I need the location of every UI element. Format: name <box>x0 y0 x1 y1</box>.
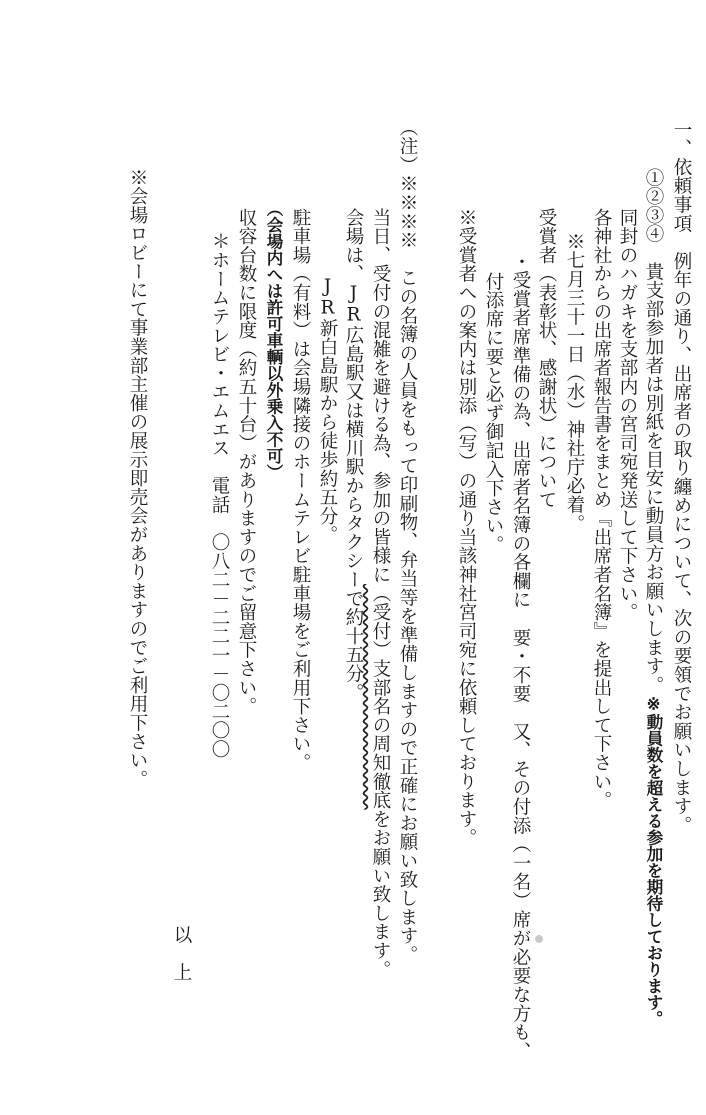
line-item-4-detail-cont: 付添席に要と必ず御記入下さい。 <box>483 272 504 554</box>
line-awardee-note: ※受賞者への案内は別添（写）の通り当該神社宮司宛に依頼しております。 <box>456 208 477 848</box>
line-note-2-c: をお願い致します。 <box>370 809 391 979</box>
line-item-2: 同封のハガキを支部内の宮司宛発送して下さい。 <box>617 208 638 622</box>
line-note-2-a: 当日、受付の混雑を避ける為、参加の皆様に <box>370 208 391 584</box>
line-note-3: 会場は、JR広島駅又は横川駅からタクシーで約十五分。 <box>343 208 364 702</box>
closing-text: 以 上 <box>171 925 192 982</box>
line-item-4: 受賞者（表彰状、感謝状）について <box>536 208 557 509</box>
line-note-3-cont: JR新白島駅から徒歩約五分。 <box>317 276 338 545</box>
line-contact: ＊ホームテレビ・エムエス 電話 〇八二－二二一－〇二〇〇 <box>209 232 230 759</box>
line-note-4: 駐車場（有料）は会場隣接のホームテレビ駐車場をご利用下さい。 <box>290 208 311 772</box>
line-note-4-restriction: （会場内へは許可車輌以外乗入不可） <box>264 200 283 481</box>
line-request-title: 一、依頼事項 例年の通り、出席者の取り纏めについて、次の要領でお願いします。 <box>671 120 692 835</box>
line-item-1-main: ①②③④ 貴支部参加者は別紙を目安に動員方お願いします。 <box>643 168 664 695</box>
line-item-4-detail: ・受賞者席準備の為、出席者名簿の各欄に 要・不要 又、その付添（一名）席が必要な方も、 <box>510 252 531 1061</box>
line-note-2-emphasis: （受付）支部名の周知徹底 <box>370 584 391 810</box>
line-item-1 <box>640 168 667 1027</box>
line-item-3: 各神社からの出席者報告書をまとめ『出席者名簿』を提出して下さい。 <box>591 208 612 810</box>
line-item-3-deadline: ※七月三十一日（水）神社庁必着。 <box>564 232 585 533</box>
line-note-4-capacity: 収容台数に限度（約五十台）がありますのでご留意下さい。 <box>236 208 257 716</box>
line-note-1: （注）※※※※ この名簿の人員をもって印刷物、弁当等を準備しますので正確にお願い致します。 <box>397 118 418 964</box>
line-note-2 <box>367 208 394 979</box>
line-item-1-note: ※動員数を超える参加を期待しております。 <box>644 694 663 1027</box>
scan-speck <box>535 935 543 943</box>
line-lobby-note: ※会場ロビーにて事業部主催の展示即売会がありますのでご利用下さい。 <box>127 168 148 789</box>
